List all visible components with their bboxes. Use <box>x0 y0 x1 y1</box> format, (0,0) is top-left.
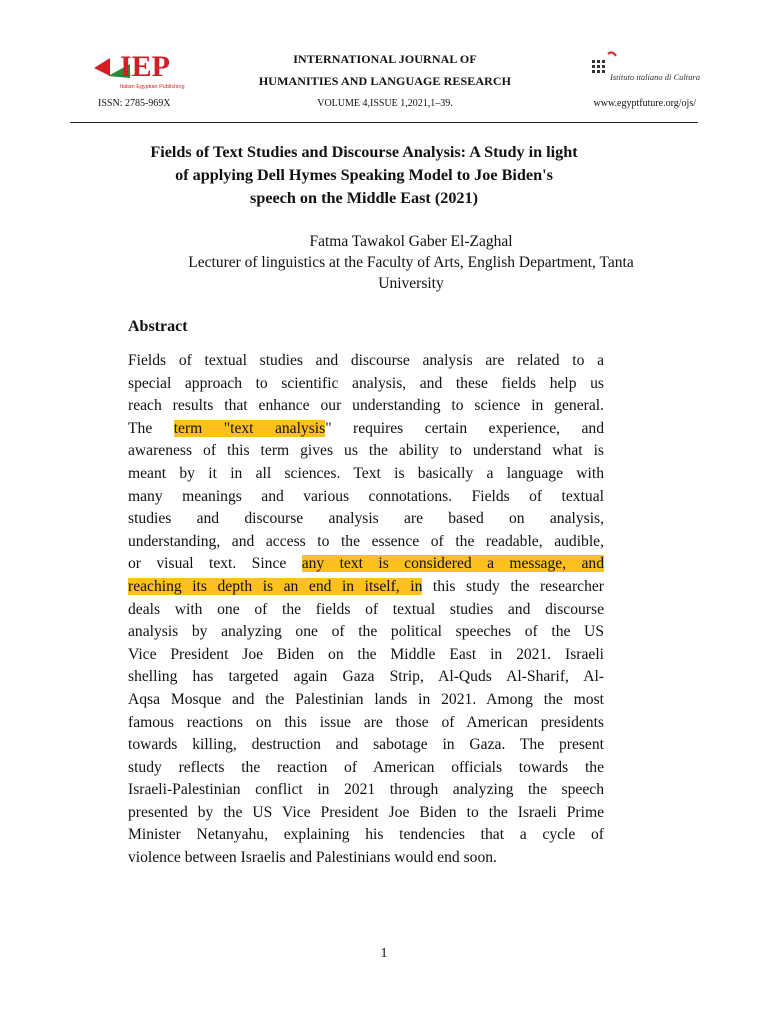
abstract-text: violence between Israelis and Palestinians would end soon. <box>128 849 497 867</box>
highlighted-text: any text is considered a message, and <box>301 555 604 573</box>
abstract-text: studies and discourse analysis are based on analysis, <box>128 510 604 528</box>
abstract-line <box>128 418 604 441</box>
author-name: Fatma Tawakol Gaber El-Zaghal <box>309 233 513 250</box>
abstract-text: this study the researcher <box>422 577 604 595</box>
journal-name <box>220 48 550 92</box>
abstract-text: shelling has targeted again Gaza Strip, Al-Quds Al-Sharif, Al- <box>128 668 604 686</box>
abstract-line <box>128 644 604 667</box>
abstract-text: famous reactions on this issue are those of American presidents <box>128 713 604 731</box>
abstract-text: Vice President Joe Biden on the Middle East in 2021. Israeli <box>128 645 604 663</box>
abstract-line <box>128 440 604 463</box>
abstract-text: presented by the US Vice President Joe Biden to the Israeli Prime <box>128 803 604 821</box>
title-line-3: speech on the Middle East (2021) <box>250 189 478 207</box>
abstract-line <box>128 531 604 554</box>
highlighted-text: term "text analysis <box>173 419 326 437</box>
abstract-line <box>128 666 604 689</box>
author-affiliation-line-2: University <box>378 275 444 292</box>
abstract-line <box>128 734 604 757</box>
title-line-1: Fields of Text Studies and Discourse Analysis: A Study in light <box>150 143 578 161</box>
iep-logo-caption: Italian Egyptian Publishing <box>120 84 185 90</box>
abstract-line <box>128 599 604 622</box>
abstract-line <box>128 757 604 780</box>
abstract-text: special approach to scientific analysis, and these fields help us <box>128 374 604 392</box>
abstract-text: reach results that enhance our understanding to science in general. <box>128 397 604 415</box>
istituto-logo-wordmark: Istituto italiano di Cultura <box>610 72 700 82</box>
abstract-text: Aqsa Mosque and the Palestinian lands in 2021. Among the most <box>128 690 604 708</box>
page-number: 1 <box>380 946 388 961</box>
abstract-line <box>128 553 604 576</box>
abstract-line <box>128 373 604 396</box>
author-affiliation-line-1: Lecturer of linguistics at the Faculty of Arts, English Department, Tanta <box>188 254 634 271</box>
abstract-text: Fields of textual studies and discourse analysis are related to a <box>128 352 604 369</box>
iep-publisher-logo <box>90 46 185 94</box>
abstract-text: awareness of this term gives us the ability to understand what is <box>128 442 604 460</box>
abstract-text: understanding, and access to the essence of the readable, audible, <box>128 532 604 550</box>
abstract-text: towards killing, destruction and sabotage in Gaza. The present <box>128 736 604 754</box>
abstract-line <box>128 779 604 802</box>
abstract-text: Israeli-Palestinian conflict in 2021 through analyzing the speech <box>128 781 604 799</box>
volume-issue: VOLUME 4,ISSUE 1,2021,1–39. <box>317 98 453 109</box>
journal-name-line-1: INTERNATIONAL JOURNAL OF <box>293 52 477 66</box>
abstract-text: study reflects the reaction of American officials towards the <box>128 758 604 776</box>
abstract-heading: Abstract <box>128 318 188 335</box>
abstract-text: meant by it in all sciences. Text is basically a language with <box>128 464 604 482</box>
abstract-line <box>128 689 604 712</box>
abstract-line <box>128 621 604 644</box>
highlighted-text: reaching its depth is an end in itself, in <box>128 577 423 595</box>
abstract-body <box>128 350 604 870</box>
abstract-line <box>128 486 604 509</box>
abstract-line <box>128 463 604 486</box>
abstract-line <box>128 847 604 870</box>
abstract-text: The <box>128 419 174 437</box>
abstract-line <box>128 395 604 418</box>
abstract-line <box>128 350 604 373</box>
istituto-italiano-logo <box>586 46 700 94</box>
journal-name-line-2: HUMANITIES AND LANGUAGE RESEARCH <box>258 74 512 88</box>
abstract-line <box>128 824 604 847</box>
abstract-text: deals with one of the fields of textual studies and discourse <box>128 600 604 618</box>
abstract-text: many meanings and various connotations. Fields of textual <box>128 487 604 505</box>
paper-title <box>110 141 618 210</box>
abstract-text: or visual text. Since <box>128 555 302 573</box>
author-block <box>128 231 694 294</box>
abstract-text: " requires certain experience, and <box>325 419 604 437</box>
abstract-text: analysis by analyzing one of the political speeches of the US <box>128 623 604 641</box>
header-divider <box>70 122 698 123</box>
abstract-line <box>128 576 604 599</box>
iep-logo-wordmark: IEP <box>120 50 171 83</box>
journal-url[interactable]: www.egyptfuture.org/ojs/ <box>593 98 696 109</box>
issn: ISSN: 2785-969X <box>98 98 171 109</box>
title-line-2: of applying Dell Hymes Speaking Model to Joe Biden's <box>175 166 553 184</box>
abstract-line <box>128 712 604 735</box>
journal-header <box>70 40 698 124</box>
abstract-line <box>128 508 604 531</box>
abstract-line <box>128 802 604 825</box>
abstract-text: Minister Netanyahu, explaining his tendencies that a cycle of <box>128 826 604 844</box>
